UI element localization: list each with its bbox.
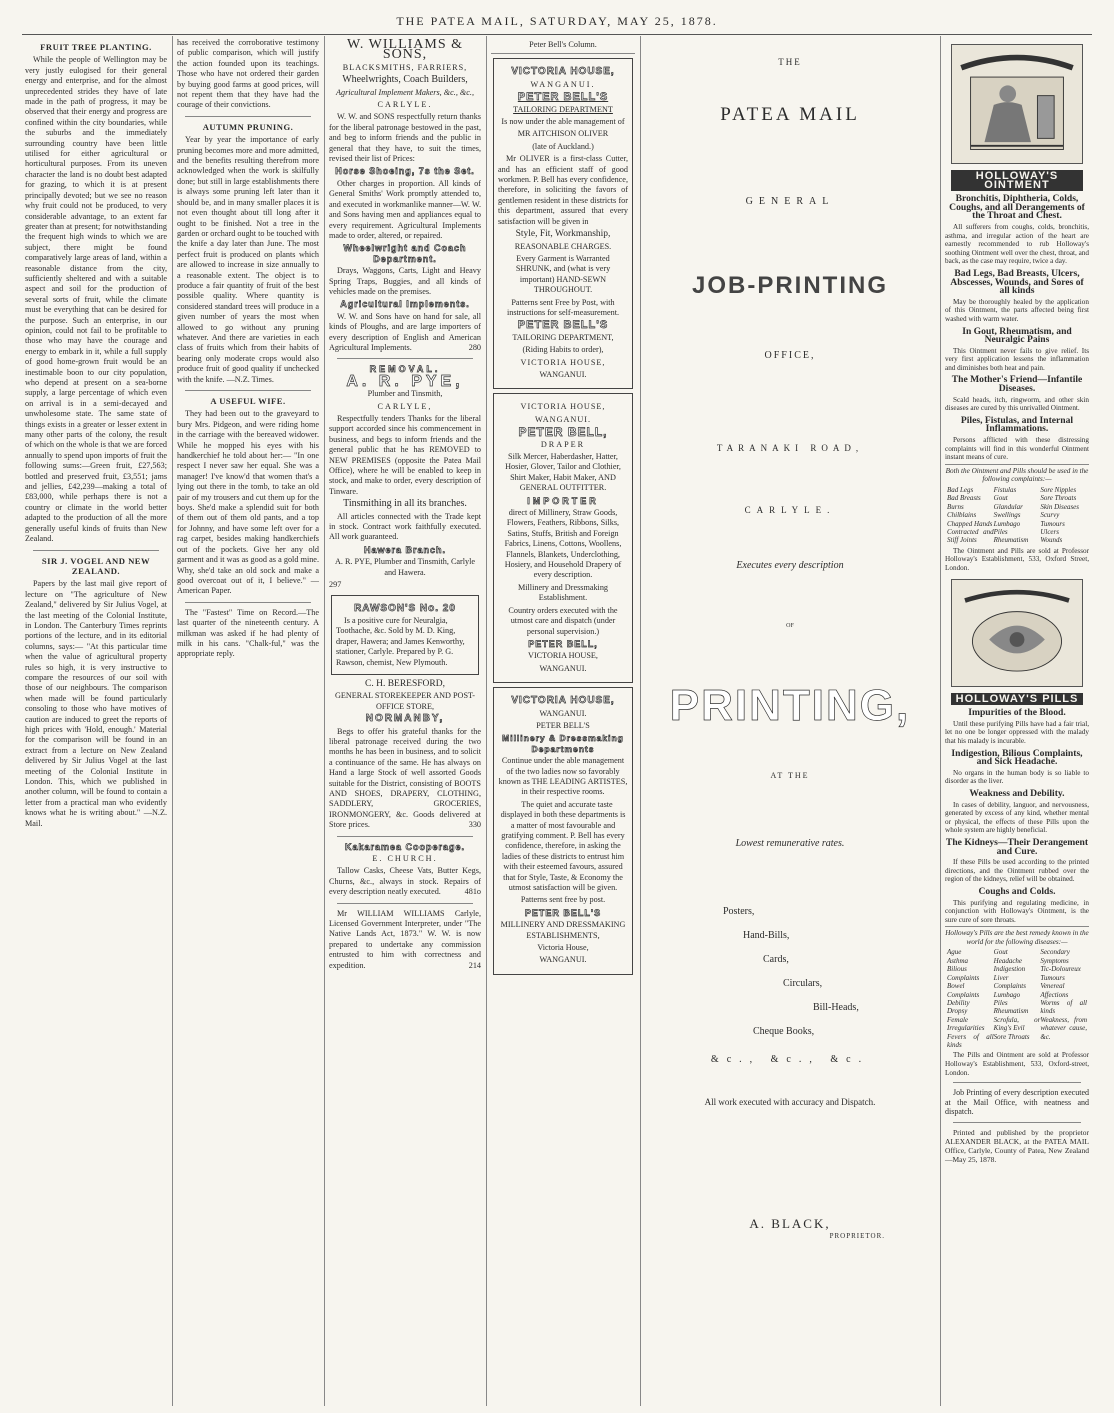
item-list <box>645 906 935 1054</box>
ad-body: Drays, Waggons, Carts, Light and Heavy Spring Traps, Buggies, and all kinds of vehicles made on the premises. <box>329 266 481 296</box>
ad-name: W. WILLIAMS & SONS, <box>346 38 464 63</box>
table-column <box>994 948 1041 1049</box>
table-cell: Worms of all kinds <box>1040 998 1087 1016</box>
ad-heading: IMPORTER <box>527 495 599 506</box>
ad-heading: Indigestion, Bilious Complaints, and Sick Headache. <box>951 747 1083 768</box>
column-divider <box>172 36 173 1406</box>
ad-place: CARLYLE, <box>377 401 433 411</box>
ad-body: The quiet and accurate taste displayed in both these departments is a matter of most favourable and gratifying comment. P. Bell has every confidence, therefore, in asking the ladies of these districts to entrust him with their esteemed favours, assured that for Style, Taste, & Economy the utmost satisfaction will be given. <box>500 799 626 893</box>
pills-illustration <box>951 579 1083 687</box>
ad-signature: (Riding Habits to order), <box>522 345 604 355</box>
ad-body: This Ointment never fails to give relief. Its very first application lessens the inflammation and diminishes both heat and pain. <box>945 346 1089 372</box>
ad-banner: HOLLOWAY'S PILLS <box>951 693 1083 706</box>
ad-signature: PETER BELL'S <box>524 907 602 918</box>
ad-body <box>329 312 481 354</box>
table-cell: Scurvy <box>1040 511 1060 520</box>
ad-heading: Agricultural Implements. <box>340 299 470 310</box>
ad-heading: Bad Legs, Bad Breasts, Ulcers, Abscesses, Wounds, and Sores of all kinds <box>950 267 1084 297</box>
article-title: A USEFUL WIFE. <box>210 396 286 406</box>
ad-line: OFFICE, <box>764 350 816 361</box>
ad-body-text: Mr WILLIAM WILLIAMS Carlyle, Licensed Government Interpreter, under "The Native Lands Act, 1873." W. W. is now prepared to undertake any commission entrusted to him with correctness and expedition. <box>329 908 481 970</box>
table-cell: Dropsy <box>947 1007 968 1016</box>
list-item: Cards, <box>763 954 789 965</box>
ad-line: TARANAKI ROAD, <box>716 443 864 453</box>
column-3 <box>326 38 484 1406</box>
ad-place: CARLYLE. <box>377 100 433 110</box>
table-cell: Gout <box>993 494 1008 503</box>
ad-heading: Millinery and Dressmaking Establishment. <box>517 582 609 603</box>
ad-line: All work executed with accuracy and Dispatch. <box>704 1097 876 1107</box>
table-cell: Female Irregularities <box>947 1015 985 1033</box>
list-item: &c., &c., &c. <box>710 1054 870 1065</box>
list-item: Hand-Bills, <box>743 930 790 941</box>
ad-heading: The Kidneys—Their Derangement and Cure. <box>945 836 1089 857</box>
table-cell: Tumours <box>1040 973 1065 982</box>
ad-heading: Tinsmithing in all its branches. <box>343 498 467 510</box>
ad-body: Is a positive cure for Neuralgia, Toothache, &c. Sold by M. D. King, draper, Hawera; and James Kenworthy, stationer, Carlyle. Prepared by P. G. Rawson, chemist, New Plymouth. <box>336 615 465 667</box>
article-body: has received the corroborative testimony of public comparison, which will justify the action founded upon its teachings. Those who have not ordered their garden by buying good farms at good prices, will not repent them that they have had the courage of their convictions. <box>177 38 319 110</box>
ad-name: PETER BELL'S <box>517 91 609 104</box>
ad-line: Executes every description <box>736 560 844 571</box>
imprint: Printed and published by the proprietor ALEXANDER BLACK, at the PATEA MAIL Office, Carlyle, County of Patea, New Zealand—May 25, 1878. <box>945 1127 1089 1164</box>
column-1 <box>22 38 170 1406</box>
table-cell: Skin Diseases <box>1040 502 1080 511</box>
rawson-ad <box>331 595 479 675</box>
ad-name: PETER BELL, <box>518 425 608 440</box>
table-cell: Bad Legs <box>947 486 974 494</box>
divider <box>337 836 473 837</box>
table-cell: Sore Throats <box>993 1032 1030 1041</box>
list-item: Circulars, <box>783 978 823 989</box>
table-cell: Bowel Complaints <box>947 982 980 999</box>
table-cell: Rheumatism <box>993 536 1029 545</box>
ad-body: No organs in the human body is so liable to disorder as the liver. <box>945 768 1089 786</box>
column-4 <box>488 38 638 1406</box>
article-body: The "Fastest" Time on Record.—The last quarter of the nineteenth century. A milkman was asked if he had plenty of milk in his cans. "Chalk-ful," was the appropriate reply. <box>177 607 319 659</box>
table-cell: Fevers of all kinds <box>947 1032 994 1049</box>
ad-heading: REMOVAL. <box>369 364 441 375</box>
footer-notice: Job Printing of every description executed at the Mail Office, with neatness and dispatch. <box>945 1088 1089 1117</box>
ad-heading: VICTORIA HOUSE, <box>511 66 615 78</box>
ad-number: 297 <box>329 580 342 590</box>
article-body: Papers by the last mail give report of lecture on "The agriculture of New Zealand," delivered by Sir Julius Vogel, at the last meeting of the Colonial Institute, in London. The Canterbury Times reprints portions of the lecture, and in its editorial columns, says:— "At this particular time when the value of agricultural property rules so high, it is very instructive to compare the resources of our soil with those of our neighbours. The comparison when made will be found particularly consoling to those who have motives of caution are induced to greet the reports of high prices with 'Hold, enough.' Material for the comparison will be found in an extract from a lecture on New Zealand delivered by Sir Julius Vogel at the last meeting of the Colonial Institute in London. This, which we published in another column, will be found to contain a letter from a practical man who evidently knows what he is writing about." —N.Z. Mail. <box>25 579 167 828</box>
ad-heading: Horse Shoeing, 7s the Set. <box>335 166 475 177</box>
ad-line: AT THE <box>770 771 810 780</box>
table-cell: Gout <box>993 948 1008 957</box>
article-title: The "Fastest" Time on Record. <box>185 607 299 617</box>
article-title: FRUIT TREE PLANTING. <box>40 42 152 52</box>
ad-signature: PROPRIETOR. <box>829 1232 885 1240</box>
ad-signature: MILLINERY AND DRESSMAKING ESTABLISHMENTS, <box>500 920 626 940</box>
article-body: While the people of Wellington may be very justly eulogised for their general energy and enterprise, and for the almost unprecedented strides they have of late made in the path of progress, it may be observed that their energy and progress are confined within the city boundaries, while the suburbs and the immediately surrounding country have been little utilised for either agricultural or horticultural purposes. From its uneven character the land is no doubt best adapted for grazing, to which it is at present principally devoted; but we see no reason why fruit could not be produced, to very considerable advantage, to an extent far greater than at present; for notwithstanding the frequent high winds to which we are subject, there might be found comparatively large areas of land, within a reasonable distance from the city, sufficiently sheltered and with a suitable aspect and soil for the production of several sorts of fruit, while the climate must be everything that can be desired for the purpose. Such an enterprise, in our opinion, could not fail to be profitable to those who may have the courage and energy to embark in it, while a full supply of good home-grown fruit would be an inestimable boon to our city population, who depend at present on a sea-borne supply, a large percentage of which even on arrival is in a semi-decayed and unwholesome state. The same state of things exists in a greater or lesser extent in many other parts of the colony, the result of which on the whole is that we are forced annually to spend upon imports of fruit the following sums:—Green fruit, £27,563; bottled and preserved fruit, £3,551; jams and jellies, £42,239—making a total of £83,000, while perhaps there is not a country or climate in the world better adapted to the production of all the more generally useful kinds of fruits than New Zealand. <box>25 55 167 544</box>
complaints-table <box>947 486 1087 545</box>
list-item: Cheque Books, <box>753 1026 815 1037</box>
ad-trade: BLACKSMITHS, FARRIERS, <box>342 62 468 72</box>
ad-signature: VICTORIA HOUSE, <box>520 357 606 367</box>
ad-signature: PETER BELL, <box>528 638 598 649</box>
ad-heading: VICTORIA HOUSE, <box>511 695 615 707</box>
ad-heading: Bronchitis, Diphtheria, Colds, Coughs, and all Derangements of the Throat and Chest. <box>949 193 1085 222</box>
list-item: Posters, <box>723 906 755 917</box>
ad-line: PATEA MAIL <box>720 104 860 125</box>
ad-heading: VICTORIA HOUSE, <box>520 402 606 412</box>
table-cell: Tic-Doloureux <box>1040 965 1081 974</box>
ad-body: This purifying and regulating medicine, in conjunction with Holloway's Ointment, is the sure cure of sore throats. <box>945 898 1089 924</box>
seated-figure-icon <box>952 45 1082 163</box>
ad-line: GENERAL <box>745 196 835 207</box>
list-item: Bill-Heads, <box>813 1002 859 1013</box>
ad-heading: Impurities of the Blood. <box>968 707 1066 719</box>
table-cell: Debility <box>947 998 970 1007</box>
ad-line: Style, Fit, Workmanship, <box>515 229 611 240</box>
table-column <box>994 486 1041 545</box>
ad-heading: Hawera Branch. <box>363 544 447 555</box>
ad-heading: Piles, Fistulas, and Internal Inflammations. <box>960 414 1074 435</box>
ad-body <box>329 727 481 831</box>
ad-body: Patterns sent free by post. <box>520 895 606 905</box>
table-cell: Fistulas <box>993 486 1017 494</box>
ad-body <box>329 909 481 971</box>
ad-name: PETER BELL'S <box>536 720 590 730</box>
column-6-holloway-ad <box>942 38 1092 1406</box>
table-cell: Wounds <box>1040 536 1063 545</box>
divider <box>185 602 311 603</box>
ad-trade: Agricultural Implement Makers, &c., &c., <box>335 87 475 97</box>
table-cell: Ulcers <box>1040 528 1059 537</box>
table-cell: Liver Complaints <box>993 973 1026 991</box>
ad-body: Is now under the able management of <box>501 117 625 127</box>
ad-number: 280 <box>468 342 481 352</box>
table-cell: Bilious Complaints <box>947 965 980 982</box>
masthead-rule <box>22 34 1092 35</box>
table-cell: Lumbago <box>993 519 1021 528</box>
ad-line: CARLYLE. <box>744 505 836 515</box>
table-cell: Secondary Symptoms <box>1040 948 1070 965</box>
ad-signature: TAILORING DEPARTMENT, <box>512 332 614 342</box>
article-body: They had been out to the graveyard to bury Mrs. Pidgeon, and were riding home in the carriage with the bereaved widower. While he mopped his eyes with his handkerchief he told about her:— "In one respect I never saw her equal. She was a manager! I've know'd that women that's a lying out there in the tomb, to take an old pair of my trousers and cut them up for the boys. She'd make a splendid suit for both of them out of them old pants, and a top for Johnny, and have some left over for a rag carpet, besides making handkerchiefs out of the pockets. Give her any old garment and it was as good as a gold mine. Why, she'd take an old sock and make a good overcoat out of it, I believe." —American Paper. <box>177 409 319 596</box>
ad-number: 214 <box>468 960 481 970</box>
table-column <box>1040 486 1087 545</box>
ad-dept: Millinery & Dressmaking Departments <box>502 733 624 754</box>
ad-trade: Plumber and Tinsmith, <box>367 389 443 399</box>
ad-trade: GENERAL STOREKEEPER AND POST-OFFICE STORE, <box>334 691 476 711</box>
table-cell: Indigestion <box>993 965 1026 974</box>
table-cell: Asthma <box>947 956 968 965</box>
column-divider <box>324 36 325 1406</box>
ad-body: Scald heads, itch, ringworm, and other skin diseases are cured by this unrivalled Ointment. <box>945 395 1089 413</box>
tailoring-ad <box>493 58 633 389</box>
ad-heading: RAWSON'S No. 20 <box>354 602 456 614</box>
ad-body: The Ointment and Pills are sold at Professor Holloway's Establishment, 533, Oxford Street, London. <box>945 546 1089 573</box>
table-cell: Lumbago <box>993 990 1021 999</box>
ad-body-text: W. W. and Sons have on hand for sale, all kinds of Ploughs, and are large importers of every description of English and American Agricultural Implements. <box>329 311 481 352</box>
table-cell: Chilblains <box>947 511 977 520</box>
divider <box>953 1122 1081 1123</box>
article-title: SIR J. VOGEL AND NEW ZEALAND. <box>41 555 151 576</box>
table-cell: Piles <box>993 998 1008 1007</box>
masthead: THE PATEA MAIL, SATURDAY, MAY 25, 1878. <box>396 14 718 28</box>
divider <box>337 358 473 359</box>
ad-line: Lowest remunerative rates. <box>735 838 845 849</box>
column-head: Peter Bell's Column. <box>491 40 635 54</box>
ad-body: Silk Mercer, Haberdasher, Hatter, Hosier, Glover, Tailor and Clothier, Shirt Maker, Habit Maker, AND GENERAL OUTFITTER. <box>505 452 621 493</box>
ad-body: The Pills and Ointment are sold at Professor Holloway's Establishment, 533, Oxford-street, London. <box>945 1051 1089 1077</box>
table-cell: Tumours <box>1040 519 1065 528</box>
ad-body: May be thoroughly healed by the application of this Ointment, the parts affected being first washed with warm water. <box>945 297 1089 323</box>
ad-heading: In Gout, Rheumatism, and Neuralgic Pains <box>962 325 1072 346</box>
table-column <box>947 948 994 1049</box>
pills-crest-icon <box>952 580 1082 686</box>
ad-line: REASONABLE CHARGES. <box>514 241 612 251</box>
ad-signature: PETER BELL'S <box>517 319 609 332</box>
ad-name: C. H. BERESFORD, <box>365 678 445 689</box>
ad-body: Persons afflicted with these distressing complaints will find in this wonderful Ointment instant means of cure. <box>945 436 1089 462</box>
ad-body: All sufferers from coughs, colds, bronchitis, asthma, and irregular action of the heart are earnestly recommended to rub Holloway's soothing Ointment well over the chest, throat, and back, as the case may require, twice a day. <box>945 222 1089 266</box>
divider <box>185 390 311 391</box>
table-cell: Contracted and Stiff Joints <box>947 528 994 545</box>
ad-heading: Kakaramea Cooperage. <box>344 841 466 852</box>
table-cell: Rheumatism <box>993 1007 1029 1016</box>
millinery-ad <box>493 687 633 975</box>
ad-number: 481o <box>464 887 481 897</box>
ad-signature: A. BLACK, <box>749 1216 831 1231</box>
ad-body: Patterns sent Free by Post, with instructions for self-measurement. <box>506 297 620 317</box>
ad-body <box>329 866 481 897</box>
column-divider <box>940 36 941 1406</box>
ad-trade: Wheelwrights, Coach Builders, <box>342 74 468 86</box>
ad-number: 330 <box>468 820 481 830</box>
ad-body: Until these purifying Pills have had a fair trial, let no one be longer oppressed with the malady that his malady is incurable. <box>945 719 1089 745</box>
table-cell: Piles <box>993 528 1008 537</box>
ointment-illustration <box>951 44 1083 164</box>
ad-body: Every Garment is Warranted SHRUNK, and (what is very important) HAND-SEWN THROUGHOUT. <box>515 253 611 295</box>
ad-heading: The Mother's Friend—Infantile Diseases. <box>951 374 1083 395</box>
table-cell: Burns <box>947 502 964 511</box>
ad-signature: VICTORIA HOUSE, <box>528 651 598 661</box>
ad-body-text: Begs to offer his grateful thanks for the liberal patronage received during the two months he has been in business, and to solicit a continuance of the same. He has always on Hand a large Stock of well assorted Goods suitable for the District, consisting of BOOTS AND SHOES, DRAPERY, CLOTHING, SADDLERY, GROCERIES, IRONMONGERY, &c. Goods delivered at Store prices. <box>329 726 481 830</box>
ad-line: THE <box>778 57 802 67</box>
ad-body: If these Pills be used according to the printed directions, and the Ointment rubbed over the region of the kidneys, relief will be obtained. <box>945 858 1089 884</box>
ad-signature: WANGANUI. <box>539 369 587 379</box>
ad-dept: TAILORING DEPARTMENT <box>513 104 613 114</box>
divider <box>185 116 311 117</box>
ad-heading: Coughs and Colds. <box>978 885 1056 897</box>
ad-body: direct of Millinery, Straw Goods, Flowers, Feathers, Ribbons, Silks, Satins, Stuffs, British and Foreign Fabrics, Linens, Cottons, Woollens, Flannels, Blankets, Underclothing, Hosiery, and Household Drapery of every description. <box>504 508 622 580</box>
column-5-printing-ad <box>642 38 938 1406</box>
ad-body: Country orders executed with the utmost care and dispatch (under personal supervision.) <box>508 605 618 636</box>
ad-place: WANGANUI. <box>530 79 596 89</box>
ad-body: Other charges in proportion. All kinds of General Smiths' Work promptly attended to, and executed in workmanlike manner—W. W. and Sons having men and appliances equal to every requirement. Agricultural Implements made to order, altered, or repaired. <box>329 178 481 240</box>
table-cell: Sore Nipples <box>1040 486 1077 494</box>
ad-place: NORMANBY, <box>365 713 445 725</box>
ad-manager: MR AITCHISON OLIVER <box>517 129 609 139</box>
article-title: AUTUMN PRUNING. <box>202 121 294 132</box>
ad-heading: Both the Ointment and Pills should be used in the following complaints:— <box>945 464 1089 484</box>
ad-body: W. W. and SONS respectfully return thanks for the liberal patronage bestowed in the past, and beg to inform friends and the public in general that they have, to suit the times, revised their list of Prices: <box>329 112 481 164</box>
table-cell: Ague <box>947 948 962 957</box>
article-body: Year by year the importance of early pruning becomes more and more admitted, and the benefits resulting therefrom more acknowledged when the work is skilfully done; but still in large establishments there is always some pruning left later than it should be, and in many smaller places it is not even thought about till long after it ought to be finished. Not a tree in the garden or orchard ought to be touched with the knife a day later than June. The most perfect fruit is produced on plants which are allowed to increase in size annually to a reasonable extent. The object is to produce a fair quantity of fruit of the best possible quality. Where quantity is considered standard trees will produce in a given number of years the most when allowed to go without any pruning whatever. And there are varieties in each class of fruits which from their habits of bearing only moderate crops would also produce fruit of good quality if unchecked with the knife. —N.Z. Times. <box>177 135 319 384</box>
ad-signature: WANGANUI. <box>539 663 587 673</box>
ad-signature: WANGANUI. <box>539 955 587 965</box>
ad-line: JOB-PRINTING <box>691 272 888 299</box>
column-divider <box>640 36 641 1406</box>
ad-signature: A. R. PYE, Plumber and Tinsmith, Carlyle and Hawera. <box>334 557 476 577</box>
ad-trade: DRAPER <box>540 439 586 449</box>
table-column <box>947 486 994 545</box>
column-divider <box>486 36 487 1406</box>
ad-manager: (late of Auckland.) <box>532 141 594 151</box>
ad-body: All articles connected with the Trade kept in stock. Contract work faithfully executed. All work guaranteed. <box>329 511 481 542</box>
table-cell: Sore Throats <box>1040 494 1077 503</box>
table-cell: Scrofula, or King's Evil <box>993 1015 1041 1033</box>
divider <box>33 550 159 551</box>
ad-signature: Victoria House, <box>537 943 589 953</box>
divider <box>953 1082 1081 1083</box>
ad-name: E. CHURCH. <box>372 854 438 864</box>
column-2 <box>174 38 322 1406</box>
ad-heading: Holloway's Pills are the best remedy known in the world for the following diseases:— <box>945 926 1089 946</box>
table-cell: Chapped Hands <box>947 519 993 528</box>
ad-heading: Wheelwright and Coach Department. <box>343 243 467 264</box>
table-column <box>1040 948 1087 1049</box>
ad-body: In cases of debility, languor, and nervousness, generated by excess of any kind, whether mental or physical, the effects of these Pills upon the whole system are highly beneficial. <box>945 800 1089 835</box>
table-cell: Headache <box>993 956 1023 965</box>
ad-place: WANGANUI. <box>539 708 587 718</box>
ad-body: Mr OLIVER is a first-class Cutter, and has an efficient staff of good workmen. P. Bell has every confidence, therefore, in soliciting the favors of gentlemen resident in these districts for this department, assured that every satisfaction will be given in <box>498 154 628 226</box>
ad-body-text: Tallow Casks, Cheese Vats, Butter Kegs, Churns, &c., always in stock. Repairs of every description neatly executed. <box>329 866 481 897</box>
ad-name: A. R. PYE, <box>346 372 464 390</box>
ad-heading: Weakness and Debility. <box>969 787 1065 799</box>
table-cell: Bad Breasts <box>947 494 981 503</box>
divider <box>337 903 473 904</box>
table-cell: Glandular Swellings <box>993 502 1023 520</box>
ad-body: Respectfully tenders Thanks for the liberal support accorded since his commencement in business, and begs to inform friends and the general public that he has REMOVED to NEW PREMISES (opposite the Patea Mail Office), where he will be enabled to keep in stock, and make to order, every description of Tinware. <box>329 414 481 496</box>
ad-place: WANGANUI. <box>534 414 592 424</box>
ad-body: Continue under the able management of the two ladies now so favorably known as THE LEADING ARTISTES, in their respective rooms. <box>498 756 628 797</box>
diseases-table <box>947 948 1087 1049</box>
article-body: The last quarter of the nineteenth century. A milkman was asked if he had plenty of milk in his cans. "Chalk-ful," was the appropriate reply. <box>177 607 319 659</box>
table-cell: Weakness, from whatever cause, &c. <box>1040 1015 1087 1041</box>
ad-line: PRINTING, <box>669 681 911 730</box>
ad-line: OF <box>786 623 794 629</box>
table-cell: Venereal Affections <box>1040 982 1069 999</box>
ad-banner: HOLLOWAY'S OINTMENT <box>951 170 1083 191</box>
draper-ad <box>493 393 633 683</box>
